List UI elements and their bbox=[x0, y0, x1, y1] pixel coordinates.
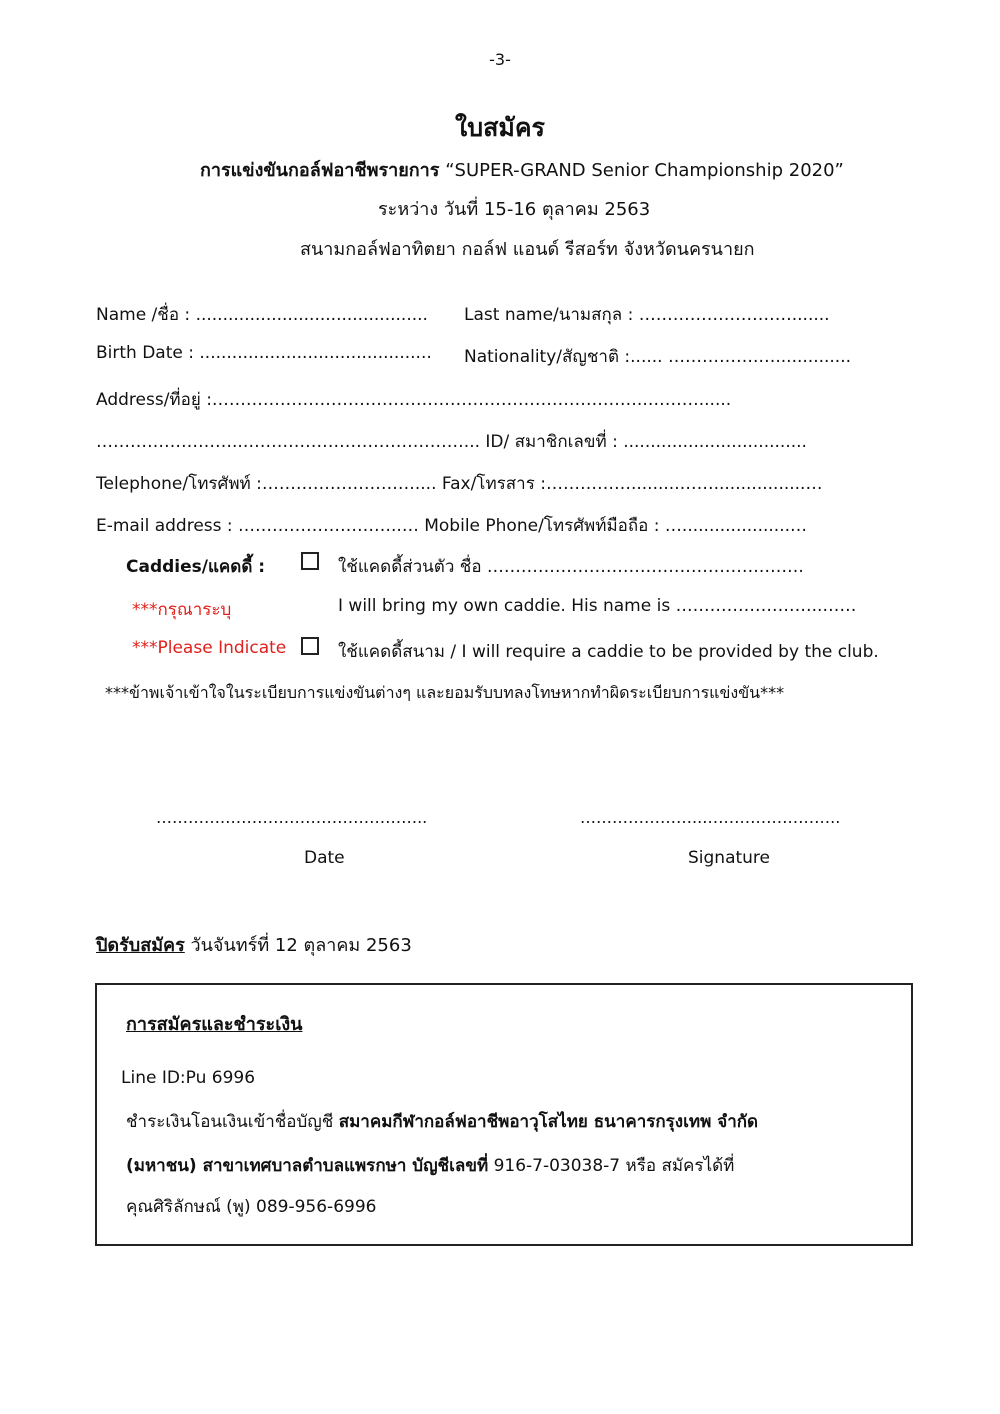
deadline-value: วันจันทร์ที่ 12 ตุลาคม 2563 bbox=[190, 935, 412, 956]
payment-line-2 bbox=[126, 1152, 734, 1179]
own-caddie-checkbox[interactable] bbox=[301, 552, 319, 570]
club-caddie-checkbox[interactable] bbox=[301, 637, 319, 655]
account-number: 916-7-03038-7 หรือ สมัครได้ที่ bbox=[493, 1156, 735, 1176]
subtitle-thai: การแข่งขันกอล์ฟอาชีพรายการ bbox=[200, 160, 440, 181]
line-id: Line ID:Pu 6996 bbox=[121, 1068, 256, 1088]
club-caddie-option: ใช้แคดดี้สนาม / I will require a caddie to be provided by the club. bbox=[338, 642, 879, 662]
subtitle-english: “SUPER-GRAND Senior Championship 2020” bbox=[445, 160, 844, 181]
date-label: Date bbox=[304, 848, 345, 868]
page-title: ใบสมัคร bbox=[455, 113, 545, 142]
event-subtitle bbox=[200, 155, 844, 184]
own-caddie-option-en: I will bring my own caddie. His name is ……………………..…… bbox=[338, 596, 857, 616]
payment-line-1a: ชำระเงินโอนเงินเข้าชื่อบัญชี bbox=[126, 1112, 334, 1132]
caddies-label: Caddies/แคดดี้ : bbox=[126, 557, 266, 577]
payment-title: การสมัครและชำระเงิน bbox=[126, 1014, 303, 1035]
email-mobile-field[interactable]: E-mail address : ………………………..… Mobile Phone/โทรศัพท์มือถือ : …....................… bbox=[96, 516, 807, 536]
signature-line[interactable]: …………………..…………………….. bbox=[580, 808, 841, 827]
branch-account-label: (มหาชน) สาขาเทศบาลตำบลแพรกษา บัญชีเลขที่ bbox=[126, 1156, 489, 1176]
acceptance-statement: ***ข้าพเจ้าเข้าใจในระเบียบการแข่งขันต่างๆ และยอมรับบทลงโทษหากทำผิดระเบียบการแข่งขัน*** bbox=[105, 683, 785, 702]
deadline-label: ปิดรับสมัคร bbox=[96, 935, 185, 956]
birth-date-field[interactable]: Birth Date : ........................................... bbox=[96, 343, 432, 363]
address-field[interactable]: Address/ที่อยู่ :…………………………………………………………………..………...... bbox=[96, 390, 732, 410]
telephone-fax-field[interactable]: Telephone/โทรศัพท์ :……………………….... Fax/โทรสาร :…………….........…….................… bbox=[96, 474, 823, 494]
nationality-field[interactable]: Nationality/สัญชาติ :...... …………….….............. bbox=[464, 347, 852, 367]
own-caddie-option-th: ใช้แคดดี้ส่วนตัว ชื่อ ………………………………………….……. bbox=[338, 557, 804, 577]
please-indicate-note: ***Please Indicate bbox=[132, 638, 287, 658]
last-name-field[interactable]: Last name/นามสกุล : ………………………....... bbox=[464, 305, 830, 325]
event-dates: ระหว่าง วันที่ 15-16 ตุลาคม 2563 bbox=[378, 199, 651, 220]
event-venue: สนามกอล์ฟอาทิตยา กอล์ฟ แอนด์ รีสอร์ท จังหวัดนครนายก bbox=[300, 239, 755, 260]
page-number: -3- bbox=[489, 50, 511, 69]
signature-label: Signature bbox=[688, 848, 771, 868]
payment-line-1 bbox=[126, 1108, 758, 1135]
contact-line: คุณศิริลักษณ์ (พู) 089-956-6996 bbox=[126, 1197, 377, 1217]
address-id-field[interactable]: ……………………..…………………………………... ID/ สมาชิกเลขที่ : .................................. bbox=[96, 432, 807, 452]
please-specify-note: ***กรุณาระบุ bbox=[132, 600, 232, 620]
date-line[interactable]: ………….……………………………….. bbox=[156, 808, 428, 827]
name-field[interactable]: Name /ชื่อ : ........................................... bbox=[96, 305, 428, 325]
registration-deadline bbox=[96, 930, 412, 959]
account-name: สมาคมกีฬากอล์ฟอาชีพอาวุโสไทย ธนาคารกรุงเทพ จำกัด bbox=[338, 1112, 759, 1132]
